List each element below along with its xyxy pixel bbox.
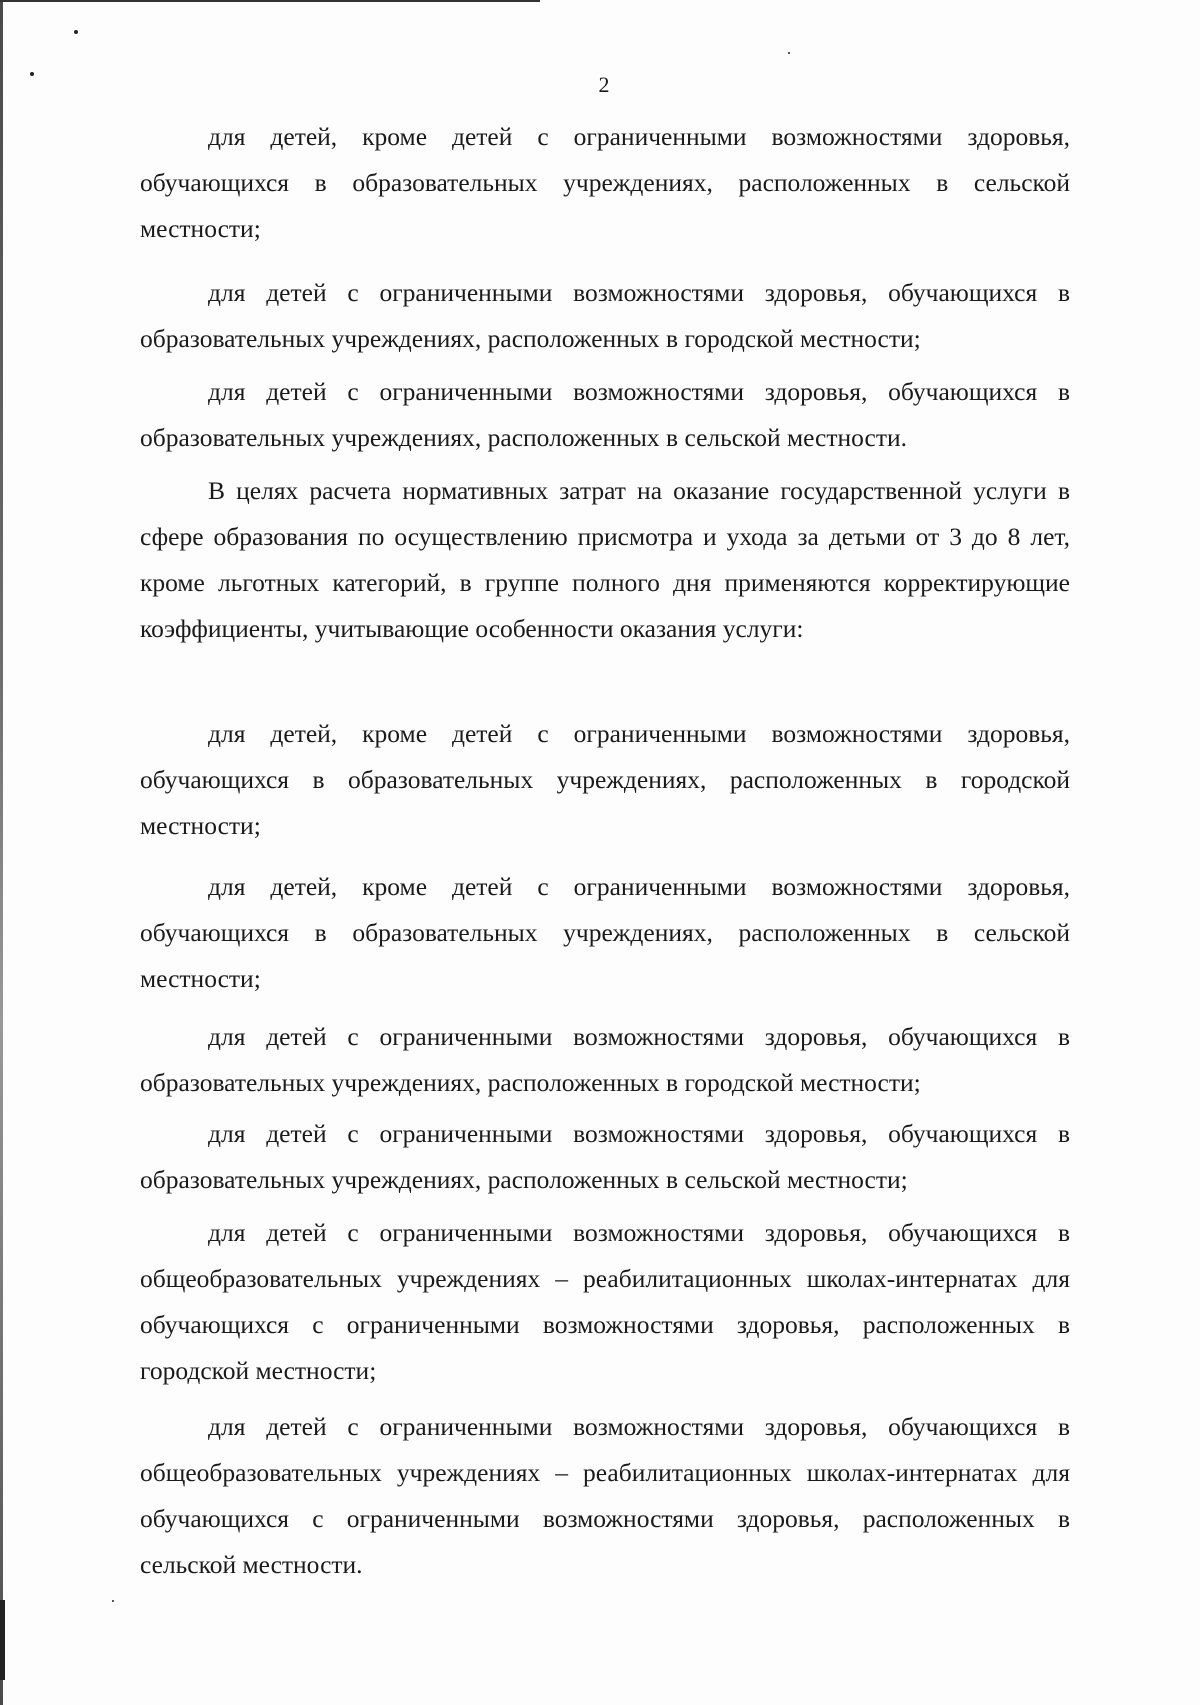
scan-speck: [788, 52, 790, 54]
scan-edge-left: [0, 0, 3, 1705]
scan-speck: [30, 72, 34, 76]
paragraph: для детей, кроме детей с ограниченными возможностями здоровья, обучающихся в образовательных учреждениях, расположенных в городской местности;: [140, 719, 1070, 840]
scan-edge-mark: [0, 1600, 5, 1680]
scan-speck: [74, 30, 78, 34]
paragraph: для детей с ограниченными возможностями здоровья, обучающихся в образовательных учреждениях, расположенных в сельской местности;: [140, 1119, 1070, 1194]
paragraph: для детей, кроме детей с ограниченными возможностями здоровья, обучающихся в образовательных учреждениях, расположенных в сельской местности;: [140, 122, 1070, 243]
paragraph: для детей с ограниченными возможностями здоровья, обучающихся в образовательных учреждениях, расположенных в городской местности;: [140, 278, 1070, 353]
page-number: 2: [598, 72, 610, 97]
paragraph: В целях расчета нормативных затрат на оказание государственной услуги в сфере образования по осуществлению присмотра и ухода за детьми от 3 до 8 лет, кроме льготных категорий, в группе полного дня применяются корректирующие коэффициенты, учитывающие особенности оказания услуги:: [140, 476, 1070, 643]
paragraph: для детей, кроме детей с ограниченными возможностями здоровья, обучающихся в образовательных учреждениях, расположенных в сельской местности;: [140, 872, 1070, 993]
scan-speck: [112, 1600, 114, 1602]
scan-edge-top: [0, 0, 540, 2]
paragraph: для детей с ограниченными возможностями здоровья, обучающихся в образовательных учреждениях, расположенных в городской местности;: [140, 1022, 1070, 1097]
paragraph: для детей с ограниченными возможностями здоровья, обучающихся в общеобразовательных учреждениях – реабилитационных школах-интернатах для обучающихся с ограниченными возможностями здоровья, расположенных в городской местности;: [140, 1218, 1070, 1385]
paragraph: для детей с ограниченными возможностями здоровья, обучающихся в общеобразовательных учреждениях – реабилитационных школах-интернатах для обучающихся с ограниченными возможностями здоровья, расположенных в сельской местности.: [140, 1412, 1070, 1579]
paragraph: для детей с ограниченными возможностями здоровья, обучающихся в образовательных учреждениях, расположенных в сельской местности.: [140, 377, 1070, 452]
